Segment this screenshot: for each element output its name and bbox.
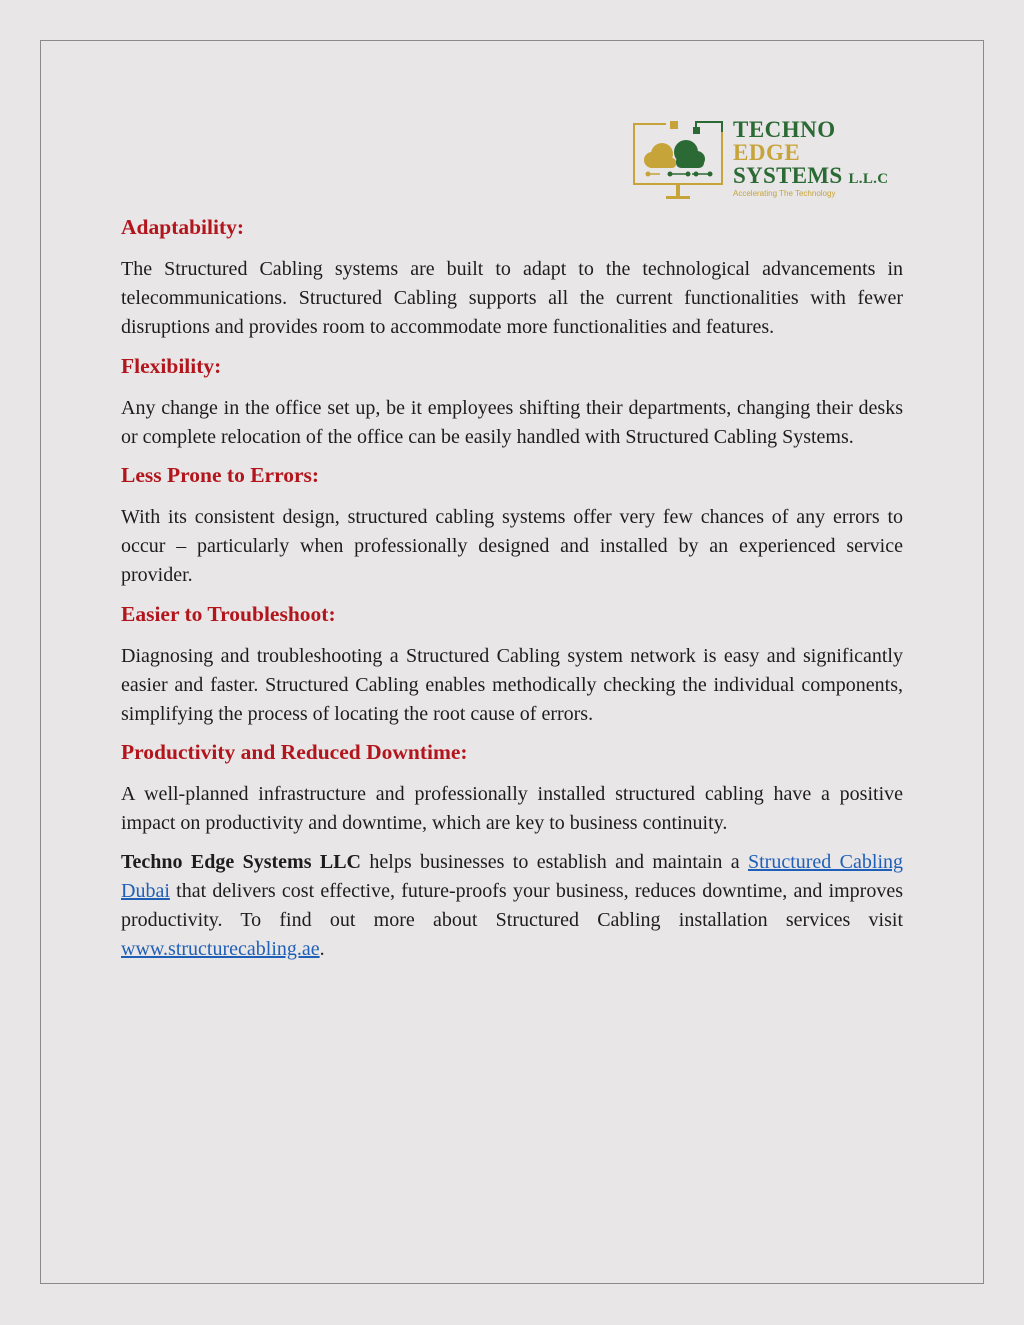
- section-body-less-prone-to-errors: With its consistent design, structured cabling systems offer very few chances of any errors to occur – particularly when professionally designed and installed by an experienced service provider.: [121, 506, 903, 587]
- section-heading-flexibility: Flexibility:: [121, 353, 222, 378]
- website-link[interactable]: www.structurecabling.ae: [121, 938, 320, 961]
- cloud-monitor-logo-icon: [630, 118, 726, 202]
- closing-text-3: .: [319, 938, 325, 961]
- section-body-adaptability: The Structured Cabling systems are built to adapt to the technological advancements in telecommunications. Structured Cabling supports all the current functionalities with fewer disruptions and provides room to accommodate more functionalities and features.: [121, 258, 903, 339]
- section-heading-easier-to-troubleshoot: Easier to Troubleshoot:: [121, 601, 336, 626]
- logo-wordmark: [733, 118, 888, 191]
- section-body-flexibility: Any change in the office set up, be it employees shifting their departments, changing their desks or complete relocation of the office can be easily handled with Structured Cabling Systems.: [121, 396, 903, 448]
- closing-paragraph: [121, 848, 903, 965]
- logo-line-systems: [733, 164, 888, 191]
- company-logo: [630, 118, 910, 204]
- logo-tagline: Accelerating The Technology: [733, 189, 836, 198]
- document-content: [121, 213, 903, 964]
- logo-line-edge: EDGE: [733, 140, 801, 165]
- structured-cabling-dubai-link[interactable]: Structured Cabling Dubai: [121, 850, 904, 902]
- closing-text-2: that delivers cost effective, future-proofs your business, reduces downtime, and improves productivity. To find out more about Structured Cabling installation services visit: [121, 879, 903, 932]
- logo-systems-text: SYSTEMS: [733, 163, 843, 188]
- section-heading-productivity: Productivity and Reduced Downtime:: [121, 740, 468, 765]
- section-body-easier-to-troubleshoot: Diagnosing and troubleshooting a Structured Cabling system network is easy and significantly easier and faster. Structured Cabling enables methodically checking the individual components, simplifying the process of locating the root cause of errors.: [121, 644, 903, 726]
- company-name: Techno Edge Systems LLC: [121, 850, 361, 873]
- logo-llc-suffix: L.L.C: [848, 171, 889, 187]
- section-heading-adaptability: Adaptability:: [121, 215, 245, 239]
- closing-text-1: helps businesses to establish and maintain a: [361, 850, 748, 873]
- section-heading-less-prone-to-errors: Less Prone to Errors:: [121, 463, 320, 488]
- logo-line-techno: TECHNO: [733, 117, 836, 142]
- section-body-productivity: A well-planned infrastructure and professionally installed structured cabling have a positive impact on productivity and downtime, which are key to business continuity.: [121, 783, 903, 835]
